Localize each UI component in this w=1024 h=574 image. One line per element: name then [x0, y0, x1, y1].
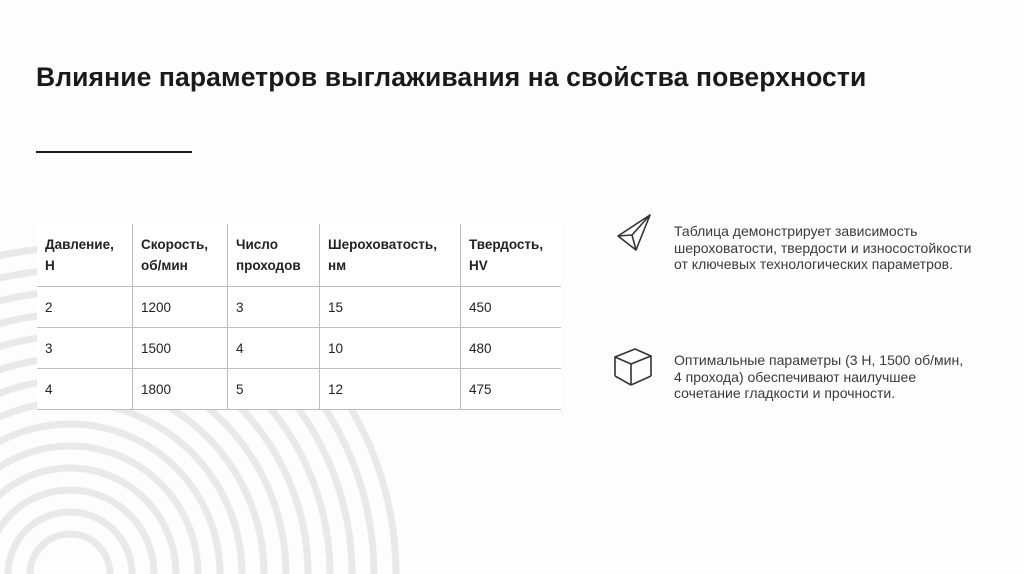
header-hardness: Твердость, HV: [461, 224, 562, 287]
table-cell: 1500: [133, 328, 228, 369]
table-row: [37, 369, 561, 410]
note-optimal-params: [610, 343, 1010, 433]
parameters-table: [37, 224, 561, 410]
note-text: Оптимальные параметры (3 Н, 1500 об/мин, 4 прохода) обеспечивают наилучшее сочетание гладкости и прочности.: [674, 352, 964, 401]
table-cell: 3: [228, 287, 320, 328]
table-cell: 1200: [133, 287, 228, 328]
note-table-description: [610, 208, 1010, 288]
table-row: [37, 328, 561, 369]
slide-title: Влияние параметров выглаживания на свойства поверхности: [36, 62, 867, 92]
table-cell: 3: [37, 328, 133, 369]
table-cell: 15: [320, 287, 461, 328]
table-cell: 5: [228, 369, 320, 410]
table-cell: 2: [37, 287, 133, 328]
header-pressure: Давление, Н: [37, 224, 133, 287]
note-text: Таблица демонстрирует зависимость шероховатости, твердости и износостойкости от ключевых технологических параметров.: [674, 223, 972, 272]
table-row: [37, 287, 561, 328]
table-cell: 12: [320, 369, 461, 410]
header-roughness: Шероховатость, нм: [320, 224, 461, 287]
table-cell: 10: [320, 328, 461, 369]
header-speed: Скорость, об/мин: [133, 224, 228, 287]
table-cell: 4: [228, 328, 320, 369]
table-cell: 4: [37, 369, 133, 410]
cube-icon: [610, 343, 658, 391]
table-header-row: [37, 224, 561, 287]
table-cell: 480: [461, 328, 562, 369]
header-passes: Число проходов: [228, 224, 320, 287]
table-cell: 450: [461, 287, 562, 328]
table-cell: 475: [461, 369, 562, 410]
pyramid-icon: [610, 208, 658, 256]
table-cell: 1800: [133, 369, 228, 410]
title-underline: [36, 151, 192, 153]
